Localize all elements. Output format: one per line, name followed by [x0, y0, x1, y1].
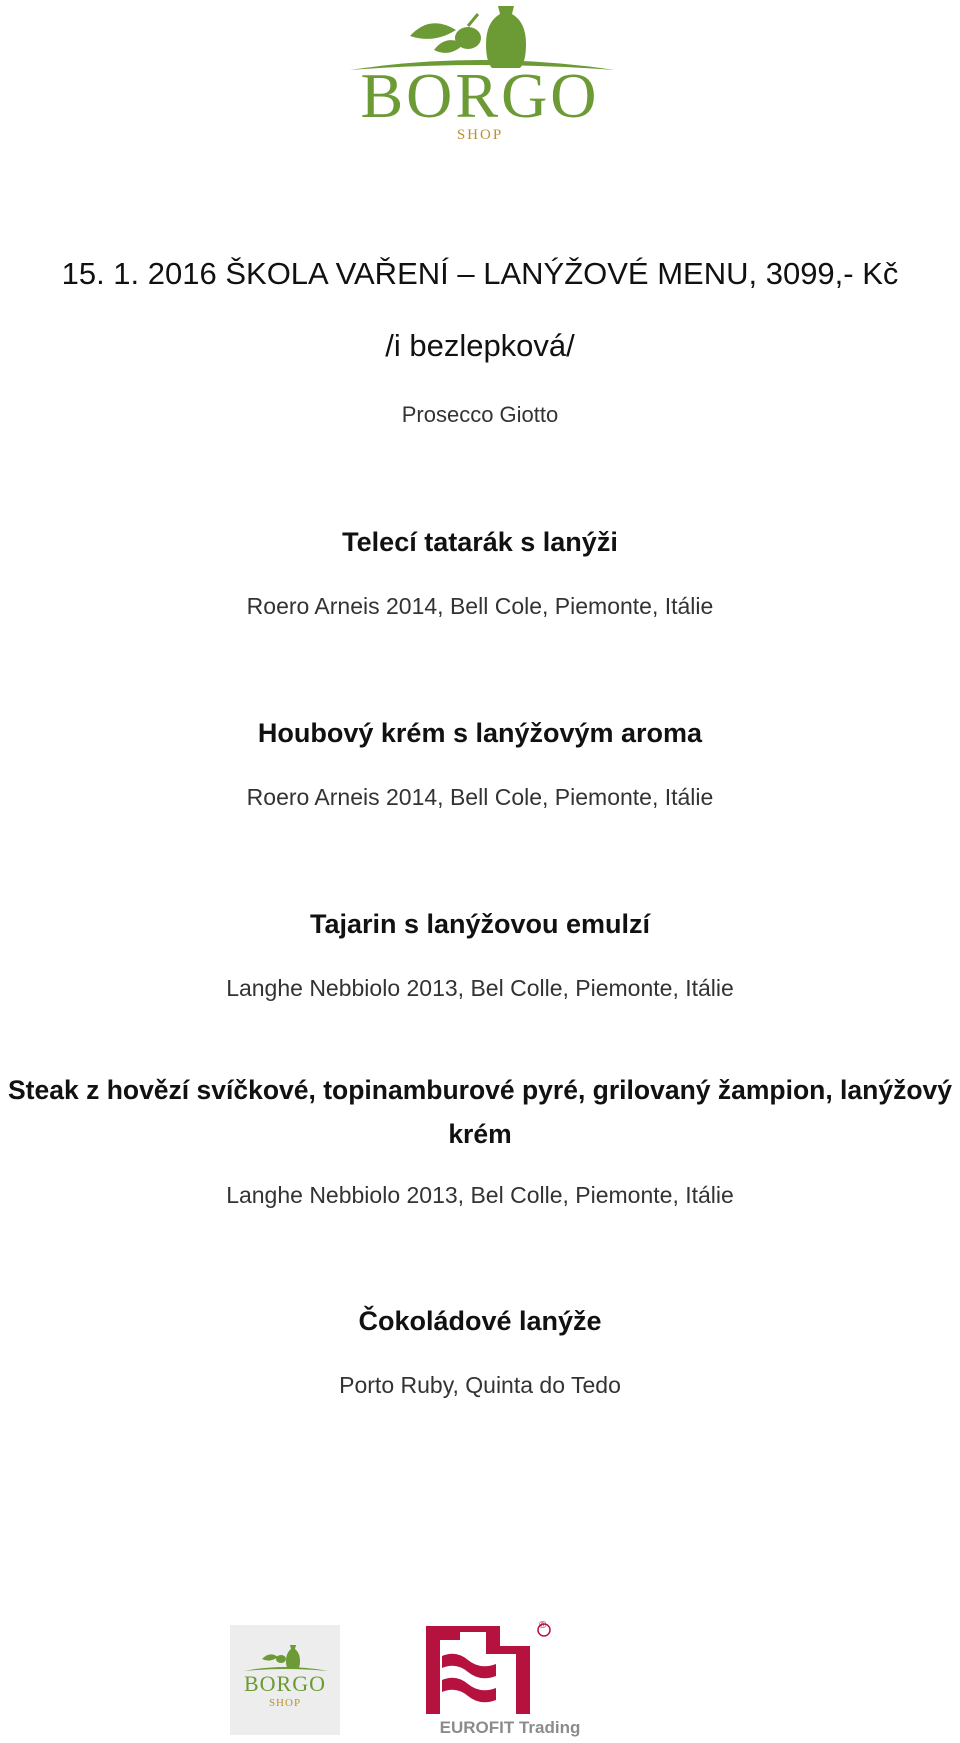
eurofit-text: EUROFIT Trading — [439, 1718, 581, 1737]
course-wine: Roero Arneis 2014, Bell Cole, Piemonte, Itálie — [246, 593, 714, 619]
borgo-shop-logo — [330, 0, 630, 160]
eurofit-mark-icon — [420, 1622, 600, 1718]
menu-title: 15. 1. 2016 ŠKOLA VAŘENÍ – LANÝŽOVÉ MENU, 3099,- Kč — [61, 256, 899, 291]
aperitif: Prosecco Giotto — [401, 402, 559, 427]
olive-jar-icon — [230, 1625, 340, 1675]
course-dish: Čokoládové lanýže — [358, 1306, 602, 1336]
menu-subtitle: /i bezlepková/ — [385, 328, 575, 363]
course-wine: Porto Ruby, Quinta do Tedo — [339, 1372, 621, 1398]
course-dish: Telecí tatarák s lanýži — [342, 527, 618, 557]
eurofit-trading-logo — [420, 1622, 600, 1740]
logo-sub-text: SHOP — [456, 127, 504, 143]
logo-brand-text: BORGO — [243, 1671, 326, 1696]
logo-sub-text: SHOP — [268, 1697, 302, 1709]
course-dish: Tajarin s lanýžovou emulzí — [309, 909, 651, 939]
course-dish: Steak z hovězí svíčkové, topinamburové pyré, grilovaný žampion, lanýžový krém — [8, 1075, 952, 1149]
borgo-shop-logo-small — [230, 1625, 340, 1735]
course-wine: Roero Arneis 2014, Bell Cole, Piemonte, Itálie — [246, 784, 714, 810]
logo-brand-text: BORGO — [360, 60, 600, 131]
course-dish: Houbový krém s lanýžovým aroma — [257, 718, 703, 748]
course-wine: Langhe Nebbiolo 2013, Bel Colle, Piemonte, Itálie — [226, 975, 734, 1001]
course-wine: Langhe Nebbiolo 2013, Bel Colle, Piemonte, Itálie — [226, 1182, 734, 1208]
registered-mark: ® — [539, 1620, 547, 1631]
